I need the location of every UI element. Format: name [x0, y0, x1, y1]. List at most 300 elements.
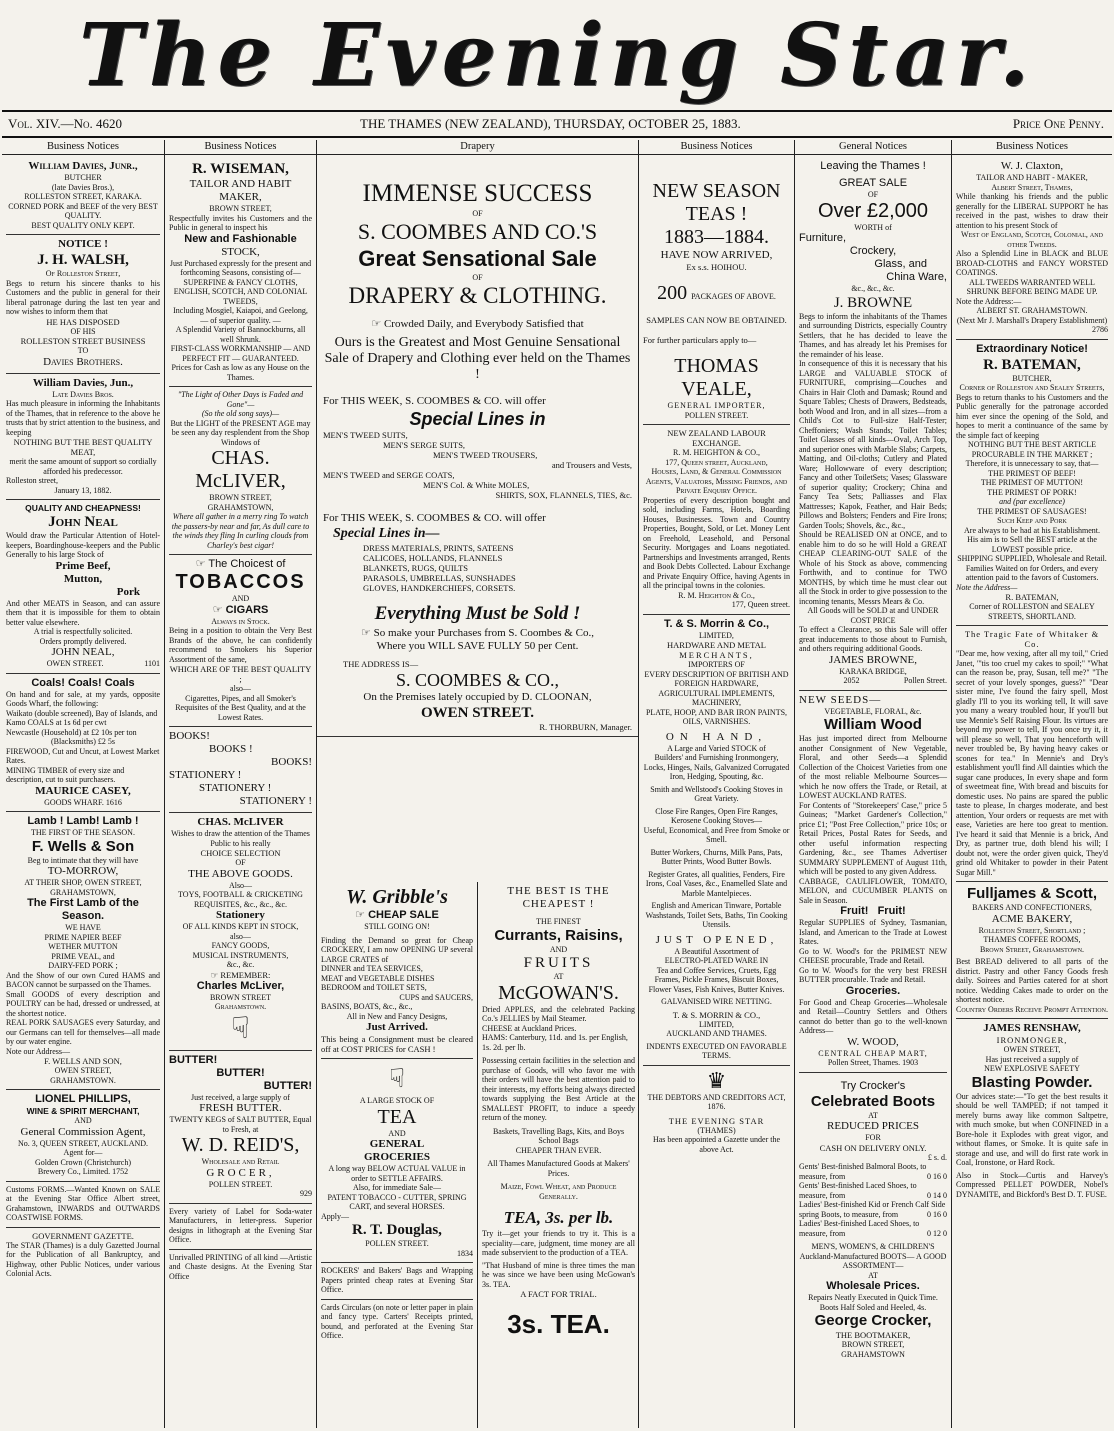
ad-text: OF	[472, 272, 483, 282]
ad-text: Newcastle (Household) at £2 10s per ton	[6, 727, 137, 737]
ad-text: SAMPLES CAN NOW BE OBTAINED.	[646, 315, 787, 325]
ad-text: &c., &c.	[226, 960, 255, 969]
ad-text: Tea and Coffee Services, Cruets, Egg Frames, Pickle Frames, Biscuit Boxes, Flower Vases, Fish Knives, Butter Knives.	[648, 965, 785, 994]
ad-text: CENTRAL CHEAP MART,	[818, 1048, 928, 1058]
browne-ad	[799, 157, 947, 691]
price-item: Ladies' Best-finished Kid or French Calf Side spring Boots, to measure, from	[799, 1200, 946, 1219]
ad-heading: IMMENSE SUCCESS	[362, 180, 593, 207]
ad-text: "The Light of Other Days is Faded and Gone"—	[177, 390, 304, 409]
ad-text: AT	[868, 1270, 878, 1280]
ad-text: also—	[230, 684, 251, 693]
chas-mcliver-ad	[169, 813, 312, 1051]
ad-list-item: THE PRIMEST OF SAUSAGES!	[977, 506, 1087, 516]
ad-text: OWEN STREET,	[1003, 1045, 1061, 1054]
ad-text: Should be REALISED ON at ONCE, and to enable him to do so he will Hold a GREAT CHEAP CLEARING-OUT SALE of the Whole of his Stock as above, commencing Forthwith, and to continue for TWO MONTHS, by which time he must clear out all the Stock in order to give possession to the incoming tenants, Messrs Mears & Co.	[799, 530, 947, 606]
ad-text: SUPERFINE & FANCY CLOTHS, ENGLISH, SCOTCH, AND COLONIAL TWEEDS,	[173, 277, 308, 306]
ad-text: HARDWARE AND METAL	[667, 640, 766, 650]
ad-heading: GOVERNMENT GAZETTE.	[32, 1230, 134, 1241]
ad-name: William Davies, Jun.,	[32, 376, 134, 389]
gribble-ad	[321, 882, 473, 1059]
ad-text: Butter Workers, Churns, Milk Pans, Pats, Butter Prints, Wood Butter Bowls.	[650, 847, 783, 866]
dateline: THE THAMES (NEW ZEALAND), THURSDAY, OCTOBER 25, 1883.	[360, 116, 741, 131]
ad-text: MUSICAL INSTRUMENTS,	[192, 950, 289, 960]
ad-text: AND	[74, 1116, 92, 1125]
ad-text: BROWN STREET	[209, 992, 272, 1002]
wells-ad	[6, 812, 160, 1090]
ad-list-item: THE PRIMEST OF MUTTON!	[980, 478, 1084, 487]
ad-text: Such Keep and Pork	[997, 516, 1067, 525]
ad-text: Has much pleasure in informing the Inhabitants of the Thames, that in reference to the above he trusts that by strict attention to the business, and keeping	[6, 399, 160, 437]
ad-heading: Special Lines in	[409, 409, 546, 429]
ad-text: POLLEN STREET.	[684, 410, 749, 420]
customs-ad	[6, 1182, 160, 1228]
price: Price One Penny.	[1012, 116, 1104, 131]
ad-text: Furniture,	[799, 232, 847, 244]
ad-text: THE EVENING STAR	[668, 1115, 765, 1126]
ad-number: 1834	[457, 1248, 473, 1258]
price-value: 0 16 0	[927, 1209, 947, 1219]
ad-text: R. M. HEIGHTON & CO.,	[673, 448, 760, 457]
fulljames-ad	[956, 882, 1108, 1019]
ad-text: OWEN STREET.	[420, 705, 535, 721]
ad-text: Orders promptly delivered.	[39, 636, 127, 646]
ad-text: A trial is respectfully solicited.	[33, 627, 133, 636]
ad-text: Baskets, Travelling Bags, Kits, and Boys School Bags	[492, 1126, 625, 1145]
ad-text: "That Husband of mine is three times the man he was since we have been using McGowan's 3s. TEA.	[482, 1260, 635, 1289]
ad-text: WORTH of	[854, 222, 892, 232]
ad-list-item: MEN'S TWEED and SERGE COATS,	[323, 470, 455, 480]
ad-text: 177, Queen street.	[731, 600, 790, 609]
ad-text: A FACT FOR TRIAL.	[520, 1289, 597, 1299]
neal-ad	[6, 500, 160, 674]
ad-heading: Extraordinary Notice!	[976, 342, 1088, 355]
ad-text: Late Davies Bros.	[52, 389, 114, 399]
ad-name: F. Wells & Son	[31, 837, 135, 855]
printing-ad	[169, 1250, 312, 1286]
mcgowan-ad	[482, 882, 635, 1345]
ad-text: Also—	[228, 880, 253, 890]
column-2	[165, 140, 317, 1428]
ad-text: Agent for—	[63, 1148, 103, 1157]
ad-text: HAMS: Canterbury, 11d. and 1s. per English, 1s. 2d. per lb.	[482, 1033, 628, 1052]
ad-text: NOTHING BUT THE BEST ARTICLE PROCURABLE IN THE MARKET ;	[968, 440, 1096, 459]
pointing-hand-icon: ☟	[231, 1011, 250, 1045]
ad-heading: NEW ZEALAND LABOUR EXCHANGE.	[667, 428, 766, 448]
dateline-rule	[2, 136, 1112, 138]
ad-text: Also, for immediate Sale—	[353, 1183, 441, 1192]
ad-text: LIMITED,	[699, 630, 734, 640]
ad-text: Grahamstown.	[214, 1002, 267, 1011]
ad-text: Mutton,	[63, 572, 103, 585]
ad-text: The First Lamb of the Season.	[27, 897, 139, 922]
ad-text: FIREWOOD, Cut and Uncut, at Lowest Market Rates.	[6, 746, 160, 765]
ad-text: OF ALL KINDS KEPT IN STOCK,	[182, 922, 299, 931]
ad-heading: Coals! Coals! Coals	[31, 676, 135, 689]
royal-crest-icon: ♛	[706, 1067, 727, 1093]
ad-name: William Wood	[824, 716, 922, 733]
column-1	[2, 140, 165, 1428]
ad-text: IMPORTERS OF	[688, 660, 745, 669]
ad-heading: Special Lines in—	[333, 526, 440, 541]
ad-text: Begs to inform the inhabitants of the Thames and surrounding Districts, especially Country Settlers, that he has decided to leave the Thames, and has already let his Premises for the remainder of his lease.	[799, 311, 947, 359]
ad-text: R. THORBURN, Manager.	[539, 722, 632, 732]
price-value: 0 14 0	[927, 1190, 947, 1200]
ad-text: Where all gather in a merry ring To watch the passers-by near and far, As dull care to the winds they fling In curling clouds from Charley's best cigar!	[171, 512, 310, 550]
ad-text: THE FIRST OF THE SEASON.	[31, 828, 135, 837]
ad-text: Finding the Demand so great for Cheap CROCKERY, I am now OPENING UP several LARGE CRATES of	[321, 935, 473, 964]
ad-number: 2052	[843, 676, 860, 685]
ad-text: 200	[657, 282, 688, 304]
ad-list-item: BLANKETS, RUGS, QUILTS	[363, 563, 469, 573]
ad-heading: TEA, 3s. per lb.	[503, 1208, 614, 1227]
ad-text: WE HAVE	[65, 923, 101, 932]
ad-list-item: THE PRIMEST OF BEEF!	[988, 468, 1076, 478]
ad-heading: Great Sensational Sale	[358, 245, 597, 271]
ad-text: Ours is the Greatest and Most Genuine Sensational Sale of Drapery and Clothing ever held on the Thames !	[324, 335, 631, 382]
ad-text: Being in a position to obtain the Very Best Brands of the above, he can confidently recommend to Smokers his Superior Assortment of the same,	[169, 626, 312, 664]
ad-text: BROWN STREET,	[209, 493, 272, 502]
ad-text: Wishes to draw the attention of the Thames Public to his really	[171, 829, 310, 848]
ad-text: The STAR (Thames) is a duly Gazetted Journal for the Publication of all Bankruptcy, and Highway, other Public Notices, under various Colonial Acts.	[6, 1240, 160, 1278]
ad-text: And the Show of our own Cured HAMS and BACON cannot be surpassed on the Thames.	[6, 970, 160, 989]
reid-ad	[169, 1051, 312, 1204]
ad-name: W. J. Claxton,	[1000, 160, 1064, 172]
price-item: Gents' Best-finished Laced Shoes, to measure, from	[799, 1181, 917, 1200]
ad-text: Respectfully invites his Customers and the Public in general to inspect his	[169, 213, 312, 232]
ad-text: Customs FORMS.—Wanted Known on SALE at the Evening Star Office Albert street, Grahamstown, INWARDS and OUTWARDS COASTWISE FORMS.	[6, 1184, 160, 1222]
ad-heading: Wholesale Prices.	[826, 1280, 920, 1292]
ad-text: Close Fire Ranges, Open Fire Ranges, Kerosene Cooking Stoves—	[655, 806, 778, 825]
ad-text: CHEAPER THAN EVER.	[515, 1145, 602, 1155]
ad-name: R. BATEMAN,	[983, 356, 1081, 373]
ad-heading: TEAS !	[685, 203, 748, 225]
ad-text: MERCHANTS,	[679, 650, 754, 660]
ad-text: THE BOOTMAKER,	[835, 1330, 911, 1340]
ad-list-item: DINNER and TEA SERVICES,	[321, 964, 423, 973]
ad-text: Including Mosgiel, Kaiapoi, and Geelong, — of superior quality. —	[173, 306, 308, 325]
ad-text: BEST QUALITY ONLY KEPT.	[31, 220, 135, 230]
price-value: 0 16 0	[927, 1171, 947, 1181]
ad-text: No. 3, QUEEN STREET, AUCKLAND.	[17, 1138, 149, 1148]
ad-text: TWENTY KEGS of SALT BUTTER, Equal to Fresh, at	[169, 1115, 312, 1134]
ad-text: Pollen Street, Thames.	[827, 1058, 901, 1067]
ad-name: MAURICE CASEY,	[35, 784, 131, 797]
ad-number: 929	[300, 1189, 312, 1198]
ad-heading: TEA	[377, 1105, 417, 1128]
ad-signature: R. BATEMAN,	[1005, 592, 1059, 602]
ad-text: (THAMES)	[697, 1125, 736, 1135]
ad-text: TO-MORROW,	[47, 865, 119, 877]
ad-heading: Fruit!	[840, 905, 869, 917]
veale-ad	[643, 157, 790, 425]
mcliver-ad	[169, 387, 312, 555]
ad-text: GOODS WHARF.	[44, 797, 104, 807]
ad-text: A long way BELOW ACTUAL VALUE in order to SETTLE AFFAIRS.	[328, 1164, 466, 1183]
ad-text: SHIPPING SUPPLIED, Wholesale and Retail.	[957, 554, 1107, 563]
ad-text: For Good and Cheap Groceries—Wholesale and Retail—Country Settlers and Others cannot do better than go to the well-known Address—	[799, 997, 947, 1035]
ad-name: S. COOMBES AND CO.'S	[357, 218, 598, 244]
ad-text: Where you WILL SAVE FULLY 50 per Cent.	[376, 640, 579, 652]
ad-text: Has just received a supply of	[985, 1054, 1079, 1064]
ad-text: ACME BAKERY,	[991, 912, 1073, 925]
ad-heading: FRUITS	[523, 955, 594, 971]
ad-list-item: PARASOLS, UMBRELLAS, SUNSHADES	[363, 573, 516, 583]
ad-text: GENERAL IMPORTER,	[667, 401, 766, 410]
ad-text: MINING TIMBER of every size and description, cut to suit purchasers.	[6, 765, 125, 784]
ad-text: A LARGE STOCK OF	[359, 1096, 435, 1105]
ad-text: ROLLESTON STREET, KARAKA.	[24, 192, 142, 201]
ad-text: Stationery	[216, 909, 265, 921]
ad-name: S. COOMBES & CO.,	[395, 670, 560, 690]
ad-text: also—	[230, 931, 251, 941]
ad-text: STOCK,	[221, 245, 260, 258]
ad-text: PLATE, HOOP, AND BAR IRON PAINTS, OILS, VARNISHES.	[645, 707, 788, 726]
ad-list-item: CALICOES, HOLLANDS, FLANNELS	[363, 553, 503, 563]
ad-text: While thanking his friends and the public generally for the LIBERAL SUPPORT he has received in the past, wishes to draw their attention to his present Stock of	[956, 192, 1108, 230]
ad-text: New and Fashionable	[184, 232, 297, 245]
ad-text: PACKAGES OF ABOVE.	[691, 292, 776, 301]
price-value: 0 12 0	[927, 1228, 947, 1238]
ad-text: For THIS WEEK, S. COOMBES & CO. will offer	[323, 512, 546, 524]
ad-text: For THIS WEEK, S. COOMBES & CO. will offer	[323, 395, 546, 407]
ad-text: Golden Crown (Christchurch)	[35, 1157, 131, 1167]
ad-text: REMEMBER:	[220, 969, 271, 980]
ad-text: 177, Queen street, Auckland,	[665, 457, 768, 467]
ad-text: CASH ON DELIVERY ONLY.	[819, 1142, 927, 1153]
ad-heading: NEW SEEDS—	[799, 693, 882, 706]
ad-name: William Davies, Junr.,	[28, 160, 138, 172]
ad-text: Unrivalled PRINTING of all kind —Artistic and Chaste designs. At the Evening Star Office	[169, 1252, 312, 1281]
davies-jun-ad	[6, 374, 160, 501]
ad-text: Corner of ROLLESTON and SEALEY STREETS, SHORTLAND.	[969, 602, 1095, 621]
columns	[2, 140, 1112, 1428]
ad-text: GRAHAMSTOWN	[841, 1349, 905, 1359]
ad-text: THAMES COFFEE ROOMS,	[983, 935, 1081, 944]
ad-text: STILL GOING ON!	[364, 922, 430, 931]
ad-name: J. H. WALSH,	[37, 252, 129, 268]
ad-text: MEN'S, WOMEN'S, & CHILDREN'S Auckland-Manufactured BOOTS— A GOOD ASSORTMENT—	[799, 1242, 947, 1270]
column-3	[317, 140, 639, 1428]
column-heading: General Notices	[795, 140, 951, 155]
mcgowan-subcolumn	[478, 882, 639, 1428]
ad-text: On the Premises lately occupied by D. CLOONAN,	[363, 691, 592, 703]
ad-text: A Beautiful Assortment of	[674, 946, 759, 956]
ad-text: VEGETABLE, FLORAL, &c.	[824, 706, 922, 716]
ad-text: Cigarettes, Pipes, and all Smoker's Requisites of the Best Quality, and at the Lowest Rates.	[175, 693, 306, 722]
ad-text: Register Grates, all qualities, Fenders, Fire Irons, Coal Vases, &c., Enamelled Slate and Marble Mantelpieces.	[645, 869, 788, 898]
ad-heading: Groceries.	[845, 984, 901, 997]
gazette-ad	[6, 1228, 160, 1283]
ad-signature: F. WELLS AND SON,	[44, 1056, 122, 1066]
ad-text: Useful, Economical, and Free from Smoke or Smell.	[643, 825, 790, 844]
ad-text: Repairs Neatly Executed in Quick Time. Boots Half Soled and Heeled, 4s.	[808, 1293, 938, 1312]
ad-text: OF	[867, 190, 879, 199]
ad-list-item: SHIRTS, SOX, FLANNELS, TIES, &c.	[495, 490, 632, 500]
ad-text: Best BREAD delivered to all parts of the district. Pastry and other Fancy Goods fresh daily. Soirees and Parties catered for at short notice. Wedding Cakes made to order on the shortest notice.	[956, 957, 1108, 1004]
ad-text: TOBACCOS	[175, 571, 306, 593]
gazette-act-ad	[643, 1066, 790, 1159]
ad-heading: 1883—1884.	[664, 226, 769, 248]
ad-text: WINE & SPIRIT MERCHANT,	[26, 1106, 140, 1116]
ad-text: TO	[77, 346, 89, 355]
ad-text: For further particulars apply to—	[643, 335, 757, 345]
ad-text: FANCY GOODS,	[211, 941, 270, 950]
ad-text: Are always to be had at his Establishment.	[964, 525, 1100, 535]
ad-heading: The Tragic Fate of Whitaker & Co.	[964, 629, 1100, 649]
price-table-header: £ s. d.	[927, 1152, 947, 1162]
ad-text: BUTCHER	[64, 173, 102, 182]
newspaper-title: The Evening Star.	[78, 5, 1036, 106]
ad-text: ALL TWEEDS WARRANTED WELL SHRUNK BEFORE BEING MADE UP.	[966, 277, 1098, 296]
ad-text: Prices for Cash as low as any House on the Thames.	[171, 363, 310, 382]
ad-text: Just received, a large supply of	[191, 1092, 290, 1102]
ad-text: CHOICE SELECTION	[200, 848, 281, 858]
ad-text: Rolleston street,	[6, 476, 58, 485]
ad-heading: GREAT SALE	[838, 177, 908, 189]
ad-text: Small GOODS of every description and POULTRY can be had, dressed or undressed, at the shortest notice.	[6, 989, 160, 1018]
ad-name: Fulljames & Scott,	[966, 885, 1098, 902]
ad-name: THOMAS VEALE,	[674, 355, 759, 400]
ad-heading: NEW SEASON	[652, 180, 781, 202]
ad-text: OWEN STREET,	[54, 1066, 112, 1075]
ad-text: Wholesale and Retail	[201, 1157, 280, 1166]
ad-text: AT	[868, 1110, 878, 1120]
ad-text: Country Orders Receive Prompt Attention.	[956, 1004, 1108, 1014]
ad-heading: JUST OPENED,	[655, 933, 778, 946]
ad-text: GALVANISED WIRE NETTING.	[661, 997, 772, 1006]
ad-text: ROLLESTON STREET BUSINESS	[20, 336, 146, 346]
ad-text: AUCKLAND AND THAMES.	[666, 1029, 767, 1038]
ad-list-item: MEAT and VEGETABLE DISHES	[321, 973, 435, 983]
ad-text: Pork	[116, 585, 140, 598]
ad-text: On hand and for sale, at my yards, opposite Goods Wharf, the following:	[6, 689, 160, 708]
ad-text: Go to W. Wood's for the PRIMEST NEW CHEESE procurable, Trade and Retail.	[799, 946, 947, 965]
ad-text: (So the old song says)—	[201, 409, 280, 418]
ad-text: OF	[472, 209, 483, 218]
column-4	[639, 140, 795, 1428]
labels-ad	[169, 1204, 312, 1250]
ad-text: DAIRY-FED PORK ;	[48, 961, 118, 970]
coombes-ad	[317, 157, 638, 737]
ad-text: Brewery Co., Limited.	[37, 1167, 111, 1176]
column-heading: Business Notices	[639, 140, 794, 155]
ad-text: AND	[231, 594, 250, 603]
ad-text: and (par excellence)	[999, 497, 1065, 506]
ad-text: BUTTER!	[263, 1079, 312, 1092]
ad-signature: Charles McLiver,	[196, 979, 285, 992]
ad-text: Crockery,	[849, 245, 897, 257]
ad-heading: NOTICE !	[58, 238, 108, 250]
ad-heading: Leaving the Thames !	[820, 160, 926, 172]
ad-name: CHAS. McLIVER,	[195, 447, 286, 492]
davies-ad	[6, 157, 160, 235]
ad-heading: 3s. TEA.	[507, 1309, 610, 1339]
ad-text: LIMITED,	[699, 1019, 734, 1029]
ad-name: JAMES RENSHAW,	[983, 1022, 1081, 1034]
ad-text: Our advices state:—"To get the best results it should be well TAMPED; if not tamped it merely burns away like common Saltpetre, with much smoke, but when CONFINED in a Bore-hole it Explodes with great vigor, and without flames, or Smoke. It is quite safe in storage and use, and will do first rate work in Coal, Ironstone, or Hard Rock.	[956, 1091, 1108, 1167]
ad-heading: DRAPERY & CLOTHING.	[348, 283, 607, 308]
morrin-ad	[643, 615, 790, 1066]
ad-heading: QUALITY AND CHEAPNESS!	[25, 503, 141, 513]
ad-text: Possessing certain facilities in the selection and purchase of Goods, will who favor me with their orders will have the best attention paid to their interests, my efforts being always directed towards supplying the Best Article at the SMALLEST PROFIT, to induce a speedy return of the money.	[482, 1056, 635, 1122]
ad-heading: THE BEST IS THE CHEAPEST !	[507, 885, 610, 910]
ad-text: CHEESE at Auckland Prices.	[482, 1023, 577, 1033]
ad-text: BAKERS AND CONFECTIONERS,	[972, 903, 1092, 912]
column-heading: Business Notices	[165, 140, 316, 155]
pointing-hand-icon: ☞	[195, 558, 206, 570]
dateline-bar	[0, 114, 1114, 136]
ad-text: FIRST-CLASS WORKMANSHIP — AND PERFECT FIT — GUARANTEED.	[170, 344, 311, 363]
ad-signature: W. WOOD,	[847, 1035, 899, 1048]
ad-text: For Contents of "Storekeepers' Case," price 5 Guineas; "Market Gardener's Collection," price £1; "Post Free Collection," price 10s; or Retail Prices, Postal Rates for Seeds, and other useful information respecting Gardening, &c., see Thames Advertiser SUMMARY SUPPLEMENT of August 11th, which will be posted to any given Address.	[799, 800, 947, 876]
ad-text: Cards Circulars (on note or letter paper in plain and fancy type. Carters' Receipts printed, bound, and perforated at the Evening Star Office.	[321, 1302, 473, 1340]
ad-text: BUTTER!	[216, 1066, 265, 1079]
ad-text: TOYS, FOOTBALL & CRICKETING REQUISITES, &c., &c., &c.	[178, 890, 303, 909]
ad-text: "Dear me, how vexing, after all my toil," Cried Janet, "'tis too cruel my cakes to spoil;" "What can the reason be, pray, Susan, tell me?" "The secret of your lovely sponges, guess?" "Dear sister mine, I've found the fairy spell, Most gladly I'll to you its working tell, It will save you many a weary troubled hour, If you'll but use Mennie's Self Raising Flour. Its virtues are beyond my power to tell, If you once try it, it will please so well, That you henceforth will never troubled be, By having heavy cakes or scones for tea." In Mennie's and Dry's establishment you'll find All dainties which the sugar cane produces, In every shape and form of sweetmeat fine, With bread and biscuits for domestic uses. No pains are spared the public taste to please, In charges moderate, and best attention, Your orders or requests are met with ease, Varieties are here too great to mention. I've heard it said that Mennie is a brick, And Dry, as partner true, doth blend his will; I doubt not, were the order given quick, They'd grind old Whitaker to powder in their Patent Sugar Mill."	[956, 649, 1108, 877]
ad-name: W. Gribble's	[346, 886, 448, 908]
column-heading: Drapery	[317, 140, 638, 155]
price-item: Ladies' Best-finished Laced Shoes, to measure, from	[799, 1219, 920, 1238]
ad-text: Prime Beef,	[55, 559, 111, 572]
ad-text: ROCKERS' and Bakers' Bags and Wrapping Papers printed cheap rates at Evening Star Office.	[321, 1266, 473, 1294]
ad-text: All Goods will be SOLD at and UNDER COST PRICE	[807, 606, 939, 625]
ad-heading: Fruit!	[877, 905, 906, 917]
ad-text: All Thames Manufactured Goods at Makers' Prices.	[487, 1159, 630, 1178]
ad-text: West of England, Scotch, Colonial, and other Tweeds.	[961, 230, 1103, 249]
ad-text: Smith and Wellstood's Cooking Stoves in Great Variety.	[650, 784, 783, 803]
ad-name: T. & S. Morrin & Co.,	[663, 617, 770, 630]
ad-heading: ON HAND,	[665, 730, 768, 743]
ad-list-item: THE PRIMEST OF PORK!	[987, 487, 1077, 497]
ad-text: Would draw the Particular Attention of Hotel-keepers, Boardinghouse-keepers and the Public Generally to his large Stock of	[6, 531, 160, 559]
ad-text: In consequence of this it is necessary that his LARGE and VALUABLE STOCK of FURNITURE, comprising—Couches and Chairs in Hair Cloth and Damask; Round and Square Tables; Chests of Drawers, Bedsteads, both Wood and Iron, and in all sizes—from a Child's Cot to Full-size Half-Tester; Cheffoniers; Wash Stands; Toilet Tables; Toilet Glasses of all kinds—Oval, Arch Top, and superior ones with Marble Slabs; Carpets, Matting, and Oil-cloths; Cutlery and Plated Ware; Hollowware of every description; Fancy and other ToiletSets; Vases; Glassware of superior quality; Crockery; China and Fancy Tea Sets; Palliasses and Flax Mattresses; Kapok, Feather, and Hair Beds; Pillows and Bolsters; Fenders and Fire Irons; Garden Tools; Shovels, &c., &c.,	[799, 359, 947, 530]
ad-signature: JAMES BROWNE,	[828, 653, 917, 666]
ad-text: Begs to return thanks to his Customers and the Public generally for the patronage accorded him ever since the opening of the Sold, and hopes to merit a continuance of the same by the simple fact of keeping	[956, 392, 1108, 440]
ad-text: PRIME NAPIER BEEF	[44, 932, 122, 942]
ad-text: BOOKS !	[209, 743, 253, 755]
pointing-hand-icon: ☞	[371, 318, 382, 330]
ad-signature: T. & S. MORRIN & CO.,	[672, 1009, 761, 1020]
ad-text: Davies Brothers.	[43, 355, 123, 368]
ad-text: ELECTRO-PLATED WARE IN	[664, 956, 769, 965]
ad-text: OF	[235, 858, 246, 867]
ad-heading: Everything Must be Sold !	[374, 603, 581, 624]
ad-list-item: MEN'S TWEED SUITS,	[323, 430, 408, 440]
tobacco-ad	[169, 555, 312, 727]
ad-text: WHICH ARE OF THE BEST QUALITY ;	[169, 664, 312, 684]
crocker-ad	[799, 1073, 947, 1364]
ad-text: Just Purchased expressly for the present and forthcoming Seasons, consisting of—	[169, 258, 312, 277]
ad-text: AND	[388, 1128, 406, 1138]
ad-text: POLLEN STREET.	[208, 1179, 273, 1189]
ad-list-item: DRESS MATERIALS, PRINTS, SATEENS	[363, 543, 514, 553]
pointing-hand-icon: ☞	[212, 603, 223, 616]
column-heading: Business Notices	[952, 140, 1112, 155]
ad-text: THE ABOVE GOODS.	[188, 867, 293, 880]
ad-signature: R. M. Heighton & Co.,	[678, 590, 755, 600]
ad-text: China Ware,	[886, 271, 947, 283]
renshaw-ad	[956, 1019, 1108, 1203]
column-heading: Business Notices	[2, 140, 164, 155]
ad-text: FRESH BUTTER.	[199, 1102, 282, 1114]
ad-heading: GROCERIES	[363, 1151, 431, 1163]
ad-text: A Large and Varied STOCK of	[667, 743, 766, 753]
ad-text: This being a Consignment must be cleared off at COST PRICES for CASH !	[321, 1034, 473, 1054]
ad-text: (late Davies Bros.),	[51, 182, 115, 192]
ad-text: English and American Tinware, Portable Washstands, Toilet Sets, Baths, Tin Cooking Utensils.	[645, 901, 788, 929]
ad-text: Begs to return his sincere thanks to his Customers and the public in general for their liberal patronage during the last ten year and now wishes to inform them that	[6, 278, 160, 316]
ad-text: merit the same amount of support so cordially afforded his predecessor.	[9, 457, 157, 476]
